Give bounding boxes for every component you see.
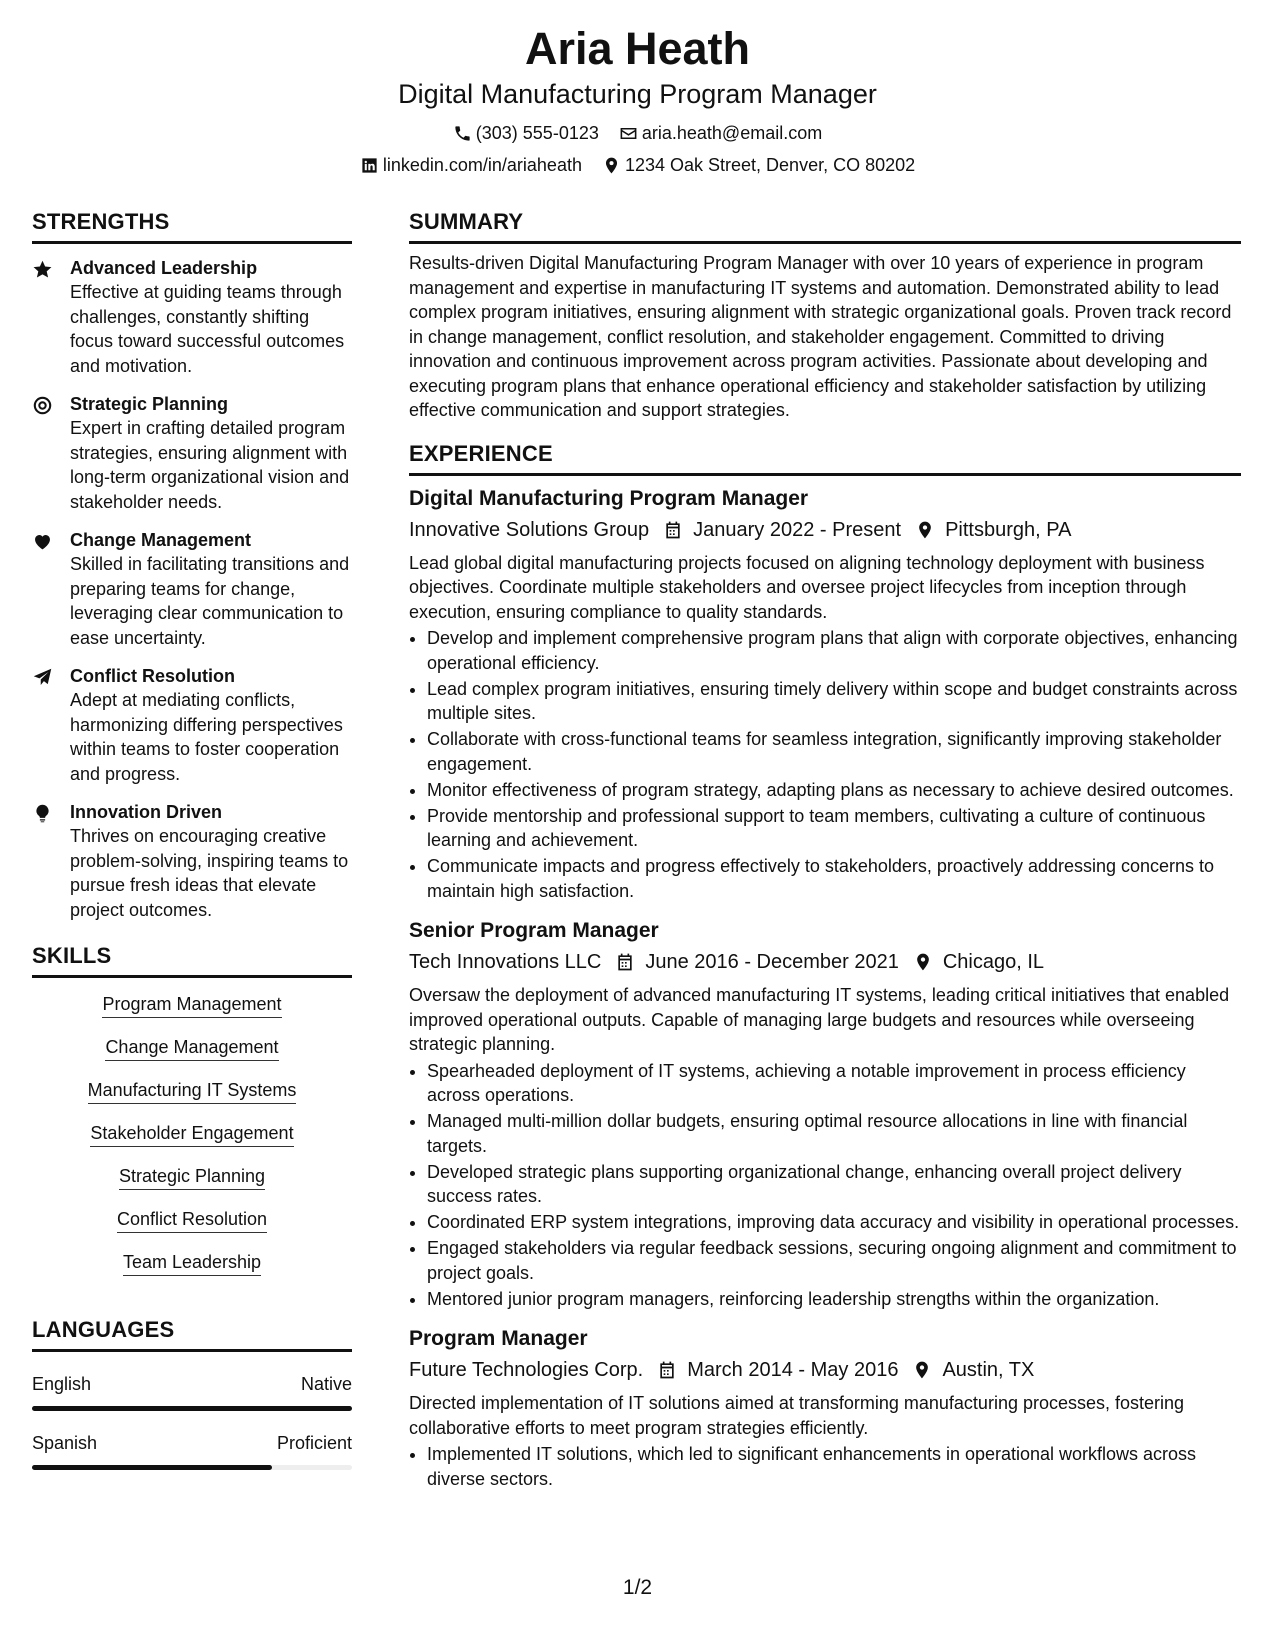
languages-divider (32, 1349, 352, 1352)
language-level: Native (300, 1374, 352, 1394)
strengths-heading: STRENGTHS (32, 209, 170, 234)
job-meta (409, 1356, 1241, 1384)
language-level: Proficient (276, 1433, 352, 1453)
job-location: Pittsburgh, PA (945, 518, 1072, 541)
job-bullet: • Provide mentorship and professional support to team members, cultivating a culture of continuous learning and achievement. (427, 804, 1241, 853)
job-bullet: • Develop and implement comprehensive program plans that align with corporate objectives, enhancing operational efficiency. (427, 626, 1241, 675)
skill-tag: Conflict Resolution (117, 1207, 267, 1233)
summary-divider (409, 241, 1241, 244)
experience-section (409, 440, 1241, 1492)
job-bullet: • Managed multi-million dollar budgets, ensuring optimal resource allocations in line with financial targets. (427, 1109, 1241, 1158)
candidate-title: Digital Manufacturing Program Manager (398, 79, 877, 109)
job-bullets (409, 626, 1241, 903)
left-column (32, 208, 352, 1470)
skills-divider (32, 975, 352, 978)
phone-icon (453, 124, 472, 143)
summary-heading: SUMMARY (409, 209, 524, 234)
contact-email[interactable] (619, 121, 822, 145)
contact-phone (453, 121, 599, 145)
strength-description: Skilled in facilitating transitions and preparing teams for change, leveraging clear communication to ease uncertainty. (70, 554, 350, 648)
strength-title: Innovation Driven (70, 802, 223, 822)
location-pin-icon (602, 156, 621, 175)
phone-text: (303) 555-0123 (475, 123, 599, 143)
linkedin-icon (360, 156, 379, 175)
strength-description: Adept at mediating conflicts, harmonizing differing perspectives within teams to foster cooperation and progress. (70, 690, 343, 784)
calendar-icon (663, 520, 683, 540)
strength-item (32, 800, 352, 922)
language-proficiency-bar (32, 1465, 352, 1470)
job-description: Directed implementation of IT solutions aimed at transforming manufacturing processes, fostering collaborative efforts to meet program strategies efficiently. (409, 1393, 1185, 1438)
envelope-icon (619, 124, 638, 143)
strength-title: Strategic Planning (70, 394, 229, 414)
strength-description: Thrives on encouraging creative problem-solving, inspiring teams to pursue fresh ideas that elevate project outcomes. (70, 826, 349, 920)
job-bullet: • Engaged stakeholders via regular feedback sessions, securing ongoing alignment and commitment to project goals. (427, 1236, 1241, 1285)
skills-list (32, 992, 352, 1276)
paper-plane-icon (32, 667, 53, 688)
experience-heading: EXPERIENCE (409, 440, 553, 466)
job-bullets (409, 1059, 1241, 1312)
strength-item (32, 664, 352, 786)
experience-divider (409, 473, 1241, 476)
contact-row-2 (0, 153, 1275, 177)
summary-text: Results-driven Digital Manufacturing Program Manager with over 10 years of experience in program management and expertise in manufacturing IT systems and automation. Demonstrated ability to lead complex program initiatives, ensuring alignment with strategic organizational goals. Proven track record in change management, conflict resolution, and stakeholder engagement. Committed to driving innovation and continuous improvement across program activities. Passionate about developing and executing program plans that enhance operational efficiency and stakeholder satisfaction by utilizing effective communication and support strategies. (409, 253, 1232, 420)
skill-tag: Stakeholder Engagement (90, 1121, 293, 1147)
strength-item (32, 392, 352, 514)
job-bullet: • Implemented IT solutions, which led to significant enhancements in operational workflows across diverse sectors. (427, 1442, 1241, 1491)
linkedin-text[interactable]: linkedin.com/in/ariaheath (382, 155, 582, 175)
address-text: 1234 Oak Street, Denver, CO 80202 (624, 155, 916, 175)
language-name: Spanish (32, 1433, 98, 1453)
strength-title: Conflict Resolution (70, 666, 235, 686)
job-dates: June 2016 - December 2021 (645, 951, 899, 973)
job-location: Chicago, IL (942, 951, 1045, 973)
resume-header (0, 22, 1275, 177)
contact-linkedin[interactable] (360, 153, 582, 177)
calendar-icon (657, 1360, 677, 1380)
strength-description: Expert in crafting detailed program strategies, ensuring alignment with long-term organizational vision and stakeholder needs. (70, 418, 350, 512)
location-pin-icon (915, 520, 935, 540)
strength-title: Advanced Leadership (70, 258, 258, 278)
job-company: Future Technologies Corp. (409, 1359, 644, 1381)
job-dates: March 2014 - May 2016 (687, 1359, 899, 1381)
skill-tag: Strategic Planning (119, 1164, 265, 1190)
strengths-list (32, 256, 352, 922)
skill-tag: Team Leadership (123, 1250, 261, 1276)
skill-tag: Change Management (105, 1035, 278, 1061)
job-bullet: • Spearheaded deployment of IT systems, achieving a notable improvement in process efficiency across operations. (427, 1059, 1241, 1108)
skills-heading: SKILLS (32, 943, 112, 968)
job-dates: January 2022 - Present (693, 518, 902, 541)
strength-description: Effective at guiding teams through challenges, constantly shifting focus toward successful outcomes and motivation. (70, 282, 345, 376)
strength-title: Change Management (70, 530, 252, 550)
summary-section (409, 208, 1241, 423)
location-pin-icon (912, 1360, 932, 1380)
job-entry (409, 917, 1241, 1311)
strength-item (32, 528, 352, 650)
job-title: Program Manager (409, 1327, 588, 1350)
skills-section (32, 942, 352, 1276)
strengths-section (32, 208, 352, 922)
job-company: Tech Innovations LLC (409, 951, 602, 973)
job-title: Senior Program Manager (409, 919, 659, 942)
job-company: Innovative Solutions Group (409, 518, 650, 541)
star-icon (32, 259, 53, 280)
languages-section (32, 1316, 352, 1470)
strength-item (32, 256, 352, 378)
right-column (409, 208, 1241, 1493)
page-number: 1/2 (622, 1576, 653, 1599)
languages-heading: LANGUAGES (32, 1317, 175, 1342)
job-meta (409, 516, 1241, 544)
job-location: Austin, TX (942, 1359, 1035, 1381)
language-proficiency-fill (32, 1465, 272, 1470)
job-bullet: • Developed strategic plans supporting organizational change, enhancing overall project delivery success rates. (427, 1160, 1241, 1209)
job-bullet: • Lead complex program initiatives, ensuring timely delivery within scope and budget constraints across multiple sites. (427, 677, 1241, 726)
job-bullet: • Mentored junior program managers, reinforcing leadership strengths within the organization. (427, 1287, 1241, 1312)
language-name: English (32, 1374, 92, 1394)
language-item (32, 1431, 352, 1470)
language-item (32, 1372, 352, 1411)
target-icon (32, 395, 53, 416)
candidate-name: Aria Heath (524, 23, 751, 74)
job-description: Oversaw the deployment of advanced manufacturing IT systems, leading critical initiatives that enabled improved operational outputs. Capable of managing large budgets and resources while overseeing strategic planning. (409, 985, 1230, 1054)
job-bullet: • Monitor effectiveness of program strategy, adapting plans as necessary to achieve desired outcomes. (427, 778, 1241, 803)
job-bullet: • Coordinated ERP system integrations, improving data accuracy and visibility in operational processes. (427, 1210, 1241, 1235)
contact-address (602, 153, 915, 177)
language-proficiency-bar (32, 1406, 352, 1411)
lightbulb-icon (32, 803, 53, 824)
skill-tag: Program Management (102, 992, 281, 1018)
language-proficiency-fill (32, 1406, 352, 1411)
job-description: Lead global digital manufacturing projects focused on aligning technology deployment with business objectives. Coordinate multiple stakeholders and oversee project lifecycles from inception through execution, ensuring compliance to quality standards. (409, 552, 1205, 622)
email-text[interactable]: aria.heath@email.com (641, 123, 823, 143)
job-entry (409, 485, 1241, 904)
location-pin-icon (913, 952, 933, 972)
job-bullet: • Collaborate with cross-functional teams for seamless integration, significantly improving stakeholder engagement. (427, 727, 1241, 776)
heart-icon (32, 531, 53, 552)
job-entry (409, 1325, 1241, 1491)
contact-row-1 (0, 121, 1275, 145)
job-meta (409, 948, 1241, 976)
skill-tag: Manufacturing IT Systems (88, 1078, 297, 1104)
job-title: Digital Manufacturing Program Manager (409, 486, 809, 510)
strengths-divider (32, 241, 352, 244)
calendar-icon (615, 952, 635, 972)
job-bullet: • Communicate impacts and progress effectively to stakeholders, proactively addressing concerns to maintain high satisfaction. (427, 854, 1241, 903)
job-bullets (409, 1442, 1241, 1491)
